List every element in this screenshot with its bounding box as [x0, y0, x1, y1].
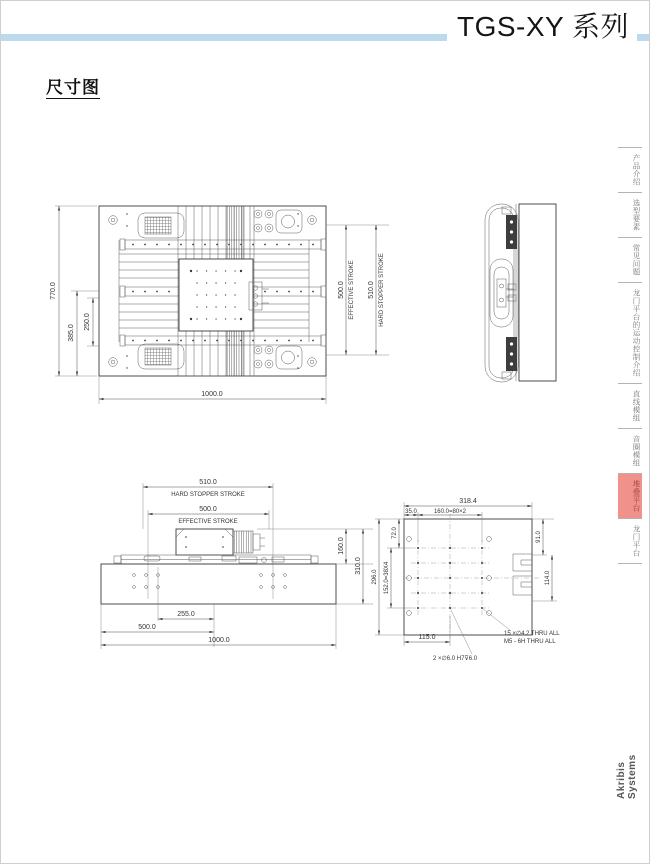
section-title: 尺寸图	[46, 78, 100, 97]
dim-hard-stopper-value: 510.0	[199, 479, 217, 486]
dim-effective-stroke-label: EFFECTIVE STROKE	[178, 519, 238, 525]
sidebar-tab-selection-factors[interactable]: 选型要素	[618, 192, 642, 237]
dim-top-offset: 72.0	[392, 527, 398, 539]
dim-center-to-rail: 250.0	[84, 313, 91, 331]
side-view-drawing	[456, 189, 596, 399]
front-view-drawing	[89, 471, 389, 666]
sidebar-nav	[613, 147, 647, 564]
sidebar-tab-stacked-stage[interactable]: 堆叠平台	[618, 473, 642, 518]
dim-carriage-offset: 255.0	[177, 611, 195, 618]
dim-effective-stroke-value: 500.0	[199, 506, 217, 513]
sidebar-tab-voice-coil-module[interactable]: 音圈模组	[618, 428, 642, 473]
dim-overall-height: 310.0	[355, 557, 362, 575]
dim-col-spacing: 160.0=80×2	[433, 509, 467, 515]
dim-overall-width: 1000.0	[201, 391, 223, 398]
dim-overall-width: 1000.0	[208, 637, 230, 644]
top-view-drawing	[41, 186, 441, 436]
dim-plate-width: 318.4	[459, 498, 477, 505]
side-view-geometry	[485, 204, 556, 382]
dim-hard-stopper-label: HARD STOPPER STROKE	[379, 253, 385, 327]
dim-base-half: 500.0	[138, 624, 156, 631]
dim-hard-stopper-value: 510.0	[368, 281, 375, 299]
top-view-geometry	[99, 206, 326, 376]
page-title: TGS-XY 系列	[456, 11, 629, 42]
callout-tapped-holes-line2: M5 - 6H THRU ALL	[504, 639, 556, 645]
dim-overall-height: 770.0	[50, 282, 57, 300]
dim-effective-stroke-label: EFFECTIVE STROKE	[349, 260, 355, 320]
dim-right-mid: 114.0	[545, 570, 551, 586]
dim-effective-stroke-value: 500.0	[338, 281, 345, 299]
dim-center-to-edge: 385.0	[68, 324, 75, 342]
hole-view-geometry	[404, 514, 539, 640]
page-header	[1, 1, 649, 49]
dim-hard-stopper-label: HARD STOPPER STROKE	[171, 492, 245, 498]
sidebar-tab-linear-module[interactable]: 直线模组	[618, 383, 642, 428]
dim-plate-height: 296.0	[372, 569, 378, 585]
callout-dowel-holes: 2 ×∅6.0 H7⊽6.0	[433, 656, 478, 662]
dim-stage-height: 160.0	[338, 537, 345, 555]
sidebar-tab-gantry-motion-control[interactable]: 龙门平台的运动控制介绍	[618, 282, 642, 383]
dim-bottom-offset: 115.0	[418, 634, 436, 641]
front-view-geometry	[101, 529, 336, 604]
brand-vertical-text: Akribis Systems	[616, 754, 638, 799]
dim-right-top: 91.0	[536, 531, 542, 543]
header-accent-bar-right	[637, 34, 649, 41]
sidebar-tab-gantry-stage[interactable]: 龙门平台	[618, 518, 642, 563]
front-view-dimensions-top	[143, 479, 273, 599]
hole-pattern-drawing	[371, 494, 611, 664]
dim-edge-offset: 35.0	[405, 509, 417, 515]
header-accent-bar-left	[1, 34, 447, 41]
dim-row-spacing: 152.0=38X4	[384, 561, 390, 595]
callout-tapped-holes-line1: 15 ×∅4.2 THRU ALL	[504, 631, 560, 637]
sidebar-tab-faq[interactable]: 常见问题	[618, 237, 642, 282]
sidebar-tab-product-intro[interactable]: 产品介绍	[618, 147, 642, 192]
